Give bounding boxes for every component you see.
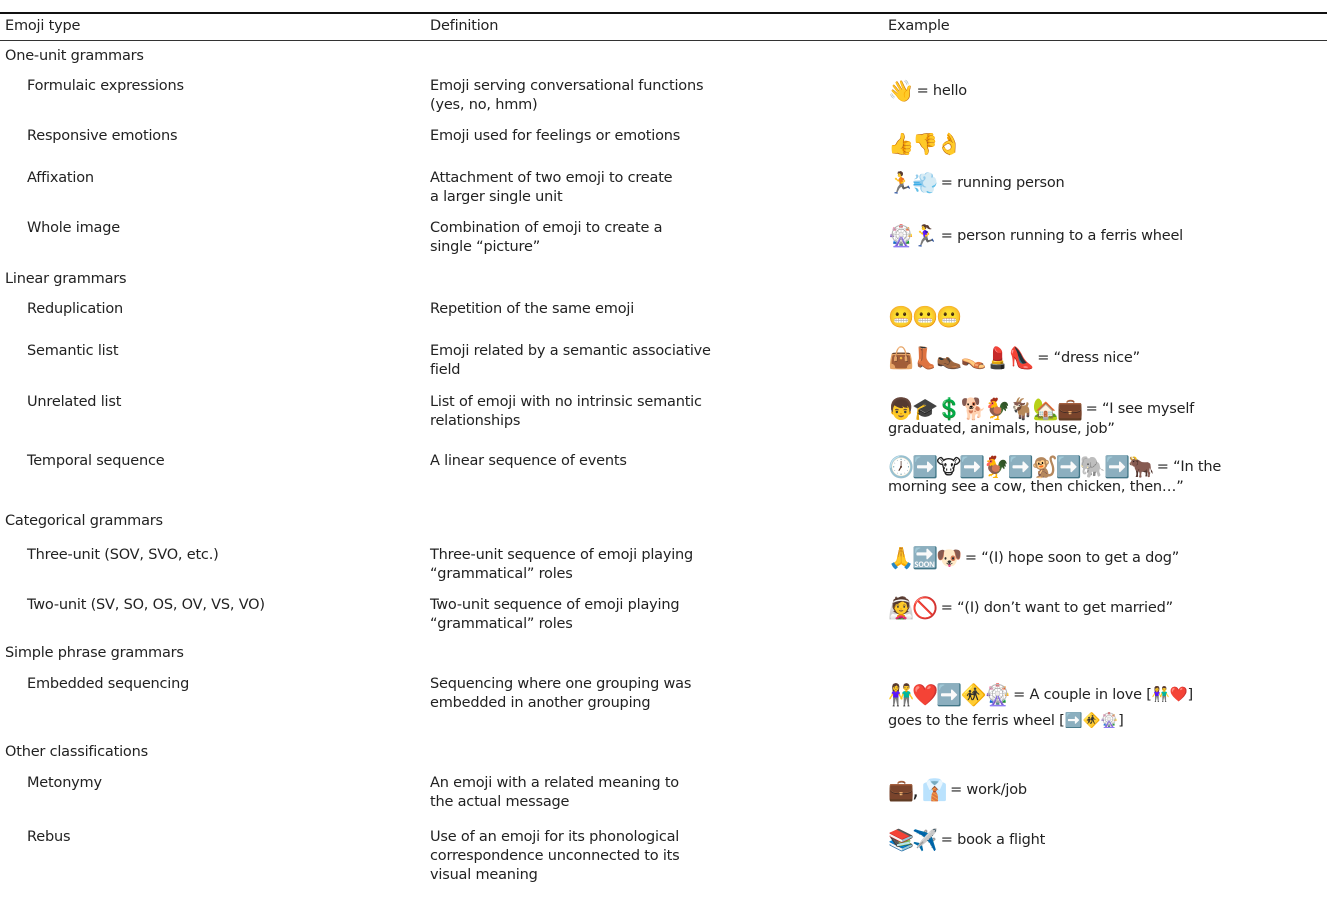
row-example bbox=[888, 306, 960, 328]
row-example: 📚✈️ = book a flight bbox=[888, 828, 1046, 852]
row-example: 👦🎓💲🐕🐓🐐🏡💼 = “I see myself graduated, animals, house, job” bbox=[888, 397, 1195, 437]
row-type: Temporal sequence bbox=[27, 453, 165, 469]
row-definition: An emoji with a related meaning to the actual message bbox=[430, 775, 679, 810]
row-type: Two-unit (SV, SO, OS, OV, VS, VO) bbox=[27, 597, 265, 613]
header-emoji-type: Emoji type bbox=[5, 18, 81, 34]
row-definition: Combination of emoji to create a single “picture” bbox=[430, 220, 663, 255]
row-definition: Emoji serving conversational functions (yes, no, hmm) bbox=[430, 78, 704, 113]
row-type: Rebus bbox=[27, 829, 71, 845]
group-label: Linear grammars bbox=[5, 271, 127, 287]
row-type: Formulaic expressions bbox=[27, 78, 184, 94]
row-type: Semantic list bbox=[27, 343, 119, 359]
row-type: Three-unit (SOV, SVO, etc.) bbox=[27, 547, 219, 563]
table-top-rule bbox=[0, 12, 1327, 14]
group-label: Other classifications bbox=[5, 744, 148, 760]
row-definition: Sequencing where one grouping was embedded in another grouping bbox=[430, 676, 692, 711]
row-example: 💼, 👔 = work/job bbox=[888, 778, 1027, 802]
row-example: 👫❤️➡️🚸🎡 = A couple in love [👫❤️] goes to the ferris wheel [➡️🚸🎡] bbox=[888, 683, 1193, 729]
sequence-emoji: 🕖➡️🐮➡️🐓➡️🐒➡️🐘➡️🐂 bbox=[888, 455, 1153, 479]
row-definition: Two-unit sequence of emoji playing “grammatical” roles bbox=[430, 597, 680, 632]
row-type: Reduplication bbox=[27, 301, 124, 317]
header-rule bbox=[0, 40, 1327, 41]
row-type: Unrelated list bbox=[27, 394, 122, 410]
ferris-wheel-emoji: 🎡🏃‍♀️ bbox=[888, 224, 937, 248]
unrelated-emoji: 👦🎓💲🐕🐓🐐🏡💼 bbox=[888, 397, 1082, 421]
row-definition: Emoji related by a semantic associative field bbox=[430, 343, 711, 378]
row-definition: Use of an emoji for its phonological correspondence unconnected to its visual meaning bbox=[430, 829, 680, 883]
header-definition: Definition bbox=[430, 18, 499, 34]
row-example: 🙏🔜🐶 = “(I) hope soon to get a dog” bbox=[888, 546, 1180, 570]
row-definition: Three-unit sequence of emoji playing “grammatical” roles bbox=[430, 547, 694, 582]
clothing-emoji: 👜👢👞👡💄👠 bbox=[888, 346, 1033, 370]
runner-emoji: 🏃💨 bbox=[888, 171, 937, 195]
grimace-emoji: 😬😬😬 bbox=[888, 305, 961, 329]
row-type: Metonymy bbox=[27, 775, 102, 791]
row-definition: List of emoji with no intrinsic semantic relationships bbox=[430, 394, 702, 429]
group-label: Simple phrase grammars bbox=[5, 645, 184, 661]
row-definition: Emoji used for feelings or emotions bbox=[430, 128, 681, 144]
waving-hand-emoji: 👋 bbox=[888, 79, 913, 103]
row-type: Whole image bbox=[27, 220, 120, 236]
group-label: One-unit grammars bbox=[5, 48, 144, 64]
books-plane-emoji: 📚✈️ bbox=[888, 828, 937, 852]
couple-sequence-emoji: 👫❤️➡️🚸🎡 bbox=[888, 683, 1009, 707]
row-type: Embedded sequencing bbox=[27, 676, 190, 692]
hope-dog-emoji: 🙏🔜🐶 bbox=[888, 546, 961, 570]
thumbs-emoji: 👍👎👌 bbox=[888, 132, 961, 156]
row-example: 👰🚫 = “(I) don’t want to get married” bbox=[888, 596, 1173, 620]
row-type: Affixation bbox=[27, 170, 94, 186]
row-example bbox=[888, 133, 960, 155]
row-example: 👋 = hello bbox=[888, 79, 967, 103]
row-definition: Repetition of the same emoji bbox=[430, 301, 635, 317]
group-label: Categorical grammars bbox=[5, 513, 163, 529]
row-type: Responsive emotions bbox=[27, 128, 178, 144]
row-example: 🕖➡️🐮➡️🐓➡️🐒➡️🐘➡️🐂 = “In the morning see a cow, then chicken, then…” bbox=[888, 455, 1222, 495]
header-example: Example bbox=[888, 18, 950, 34]
row-example: 👜👢👞👡💄👠 = “dress nice” bbox=[888, 346, 1140, 370]
row-definition: Attachment of two emoji to create a larger single unit bbox=[430, 170, 673, 205]
briefcase-tie-emoji: 💼, 👔 bbox=[888, 778, 946, 802]
row-definition: A linear sequence of events bbox=[430, 453, 627, 469]
row-example: 🎡🏃‍♀️ = person running to a ferris wheel bbox=[888, 224, 1184, 248]
bride-no-emoji: 👰🚫 bbox=[888, 596, 937, 620]
row-example: 🏃💨 = running person bbox=[888, 171, 1065, 195]
